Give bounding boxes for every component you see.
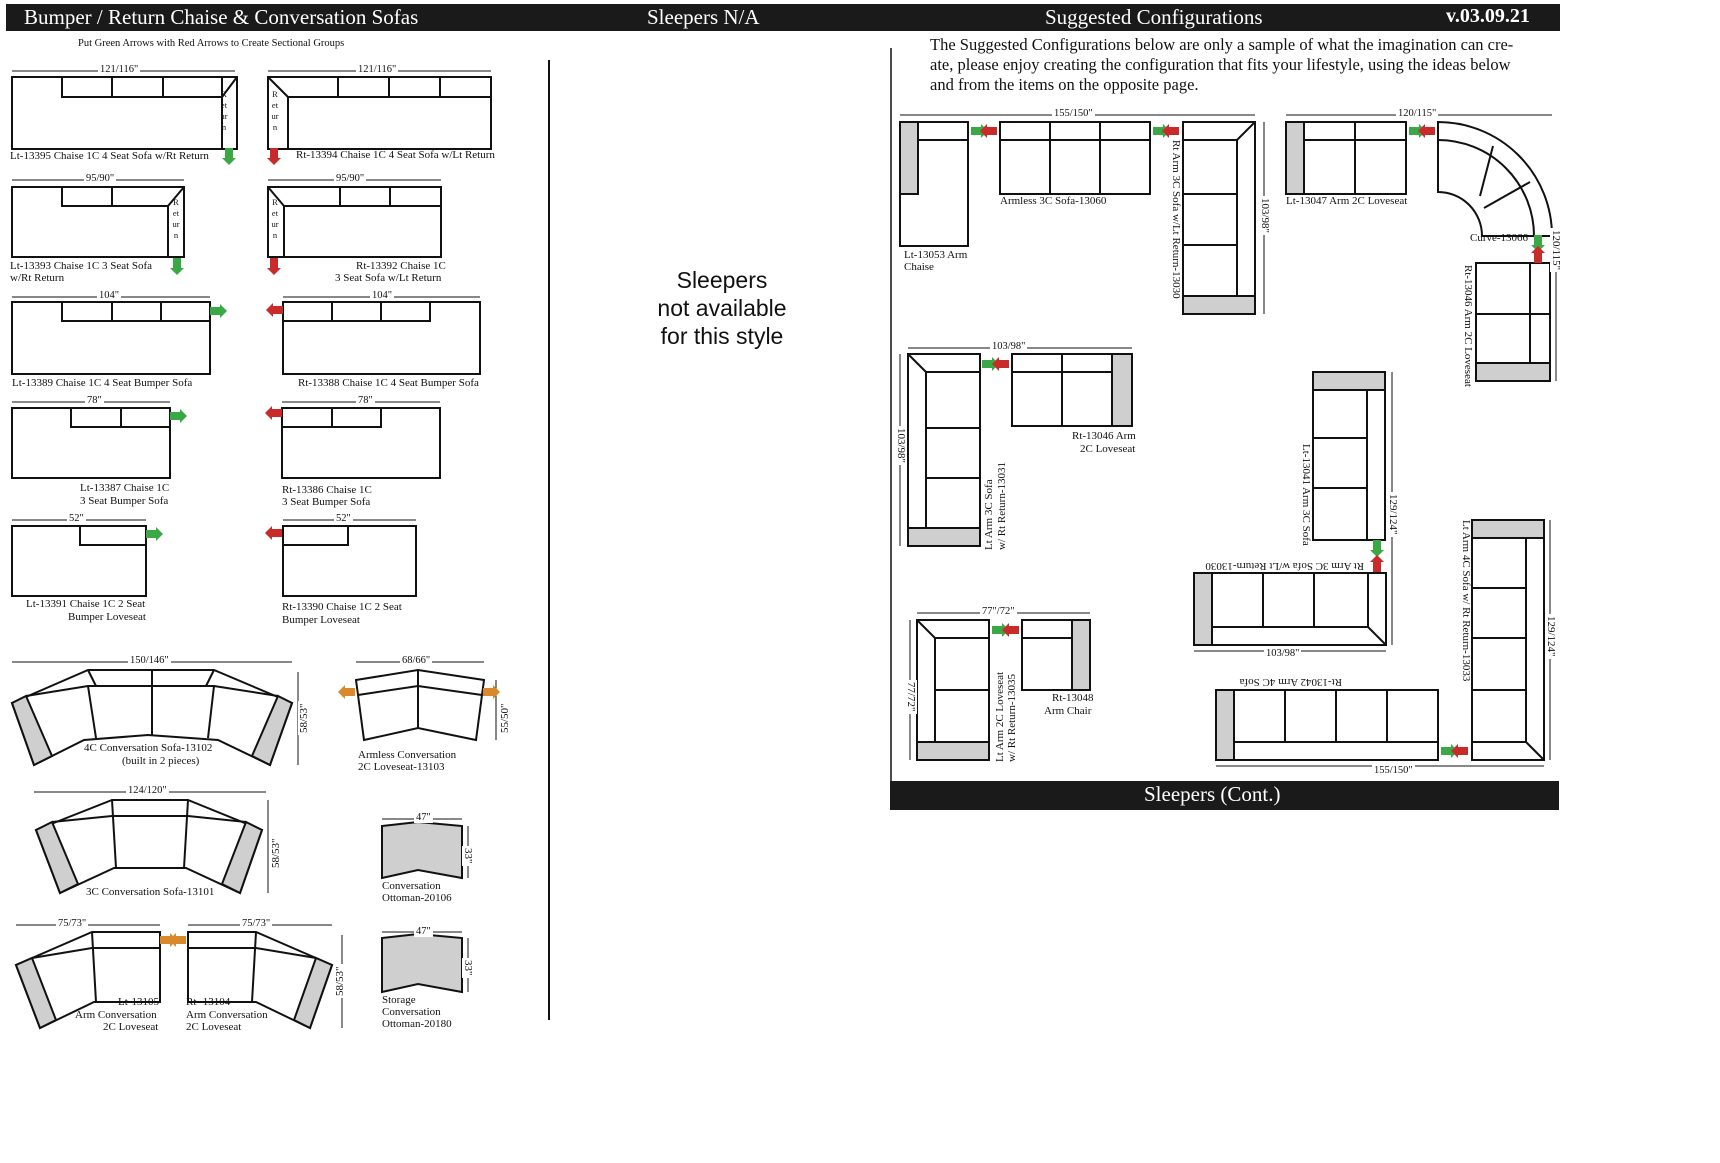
cfg5-depth: 77/72" — [905, 682, 917, 712]
dim-13387: 78" — [87, 395, 102, 406]
cfg1-depth: 103/98" — [1259, 198, 1271, 234]
dim-13386: 78" — [358, 395, 373, 406]
dim-13388: 104" — [372, 290, 393, 301]
label-13101: 3C Conversation Sofa-13101 — [86, 886, 215, 898]
return-text-3: Return — [172, 197, 180, 240]
dim-13102: 150/146" — [130, 655, 169, 666]
label-13103-a: Armless Conversation — [358, 749, 457, 761]
cfg2-depth: 120/115" — [1550, 230, 1562, 271]
instruction-text: Put Green Arrows with Red Arrows to Create Sectional Groups — [78, 38, 345, 49]
dim-13389: 104" — [99, 290, 120, 301]
dim-13391: 52" — [69, 513, 84, 524]
label-13387-b: 3 Seat Bumper Sofa — [80, 495, 169, 507]
depth-20180: 33" — [462, 960, 474, 976]
label-13103-b: 2C Loveseat-13103 — [358, 761, 445, 773]
cfg4-return: Rt Arm 3C Sofa w/Lt Return-13030 — [1205, 560, 1364, 572]
label-13386-a: Rt-13386 Chaise 1C — [282, 484, 372, 496]
middle-title: Sleepers N/A — [647, 5, 760, 29]
depth-20106: 33" — [462, 848, 474, 864]
cfg1-return: Rt Arm 3C Sofa w/Lt Return-13030 — [1170, 140, 1182, 299]
cfg2-rtlove: Rt-13046 Arm 2C Loveseat — [1462, 265, 1474, 387]
cfg3-depth: 103/98" — [895, 428, 907, 464]
label-20180-b: Conversation — [382, 1006, 441, 1018]
cfg4-sofa: Lt-13041 Arm 3C Sofa — [1300, 444, 1312, 546]
cfg3-ret-b: w/ Rt Return-13031 — [996, 462, 1008, 550]
cfg1-sofa: Armless 3C Sofa-13060 — [1000, 195, 1107, 207]
cfg1-chaise-b: Chaise — [904, 261, 934, 273]
label-20106-a: Conversation — [382, 880, 441, 892]
cfg2-curve: Curve-13066 — [1470, 232, 1529, 244]
depth-13103: 55/50" — [499, 703, 511, 733]
cfg5-ret-a: Lt Arm 2C Loveseat — [994, 671, 1006, 762]
dim-13105: 75/73" — [58, 918, 87, 929]
label-13104-b: Arm Conversation — [186, 1009, 268, 1021]
label-20180-a: Storage — [382, 994, 416, 1006]
cfg6-sofa: Rt-13042 Arm 4C Sofa — [1239, 676, 1342, 688]
cfg3-dim: 103/98" — [992, 341, 1026, 352]
cfg1-chaise-a: Lt-13053 Arm — [904, 249, 968, 261]
label-13392-a: Rt-13392 Chaise 1C — [356, 260, 446, 272]
version-label: v.03.09.21 — [1446, 5, 1530, 27]
return-text-4: Return — [271, 197, 279, 240]
label-13391-a: Lt-13391 Chaise 1C 2 Seat — [26, 598, 146, 610]
label-13104-a: Rt -13104 — [186, 996, 231, 1008]
label-13395: Lt-13395 Chaise 1C 4 Seat Sofa w/Rt Return — [10, 150, 209, 162]
label-13390-b: Bumper Loveseat — [282, 614, 360, 626]
cfg2-dim: 120/115" — [1398, 108, 1437, 119]
config-note-1: The Suggested Configurations below are only a sample of what the imagination can cre- — [930, 35, 1514, 54]
label-13102-b: (built in 2 pieces) — [122, 755, 200, 767]
label-13393-a: Lt-13393 Chaise 1C 3 Seat Sofa — [10, 260, 153, 272]
right-title: Suggested Configurations — [1045, 5, 1263, 29]
label-13105-b: Arm Conversation — [75, 1009, 157, 1021]
dim-13101: 124/120" — [128, 785, 167, 796]
return-text-2: Return — [271, 89, 279, 132]
label-13389: Lt-13389 Chaise 1C 4 Seat Bumper Sofa — [12, 377, 193, 389]
label-20106-b: Ottoman-20106 — [382, 892, 452, 904]
label-13104-c: 2C Loveseat — [186, 1021, 242, 1033]
config-note-2: ate, please enjoy creating the configuration that fits your lifestyle, using the ideas below — [930, 55, 1511, 74]
cfg4-depth: 129/124" — [1387, 494, 1399, 535]
label-13391-b: Bumper Loveseat — [68, 611, 146, 623]
cfg3-ret-a: Lt Arm 3C Sofa — [983, 479, 995, 550]
label-13393-b: w/Rt Return — [10, 272, 65, 284]
label-13387-a: Lt-13387 Chaise 1C — [80, 482, 170, 494]
cfg6-return: Lt Arm 4C Sofa w/ Rt Return-13033 — [1460, 520, 1472, 682]
depth-13104: 58/53" — [334, 966, 346, 996]
sleepers-na-line2: not available — [657, 295, 787, 321]
dim-20180: 47" — [416, 926, 431, 937]
config-note-3: and from the items on the opposite page. — [930, 75, 1199, 94]
cfg4-dim: 103/98" — [1266, 648, 1300, 659]
cfg5-dim: 77"/72" — [982, 606, 1015, 617]
sleepers-na-line3: for this style — [660, 323, 784, 349]
depth-13102: 58/53" — [298, 703, 310, 733]
cfg3-love-a: Rt-13046 Arm — [1072, 430, 1136, 442]
cfg2-love: Lt-13047 Arm 2C Loveseat — [1286, 195, 1408, 207]
dim-20106: 47" — [416, 812, 431, 823]
cfg5-chair-a: Rt-13048 — [1052, 692, 1094, 704]
cfg6-depth: 129/124" — [1545, 616, 1557, 657]
label-13392-b: 3 Seat Sofa w/Lt Return — [335, 272, 442, 284]
depth-13101: 58/53" — [270, 838, 282, 868]
label-13388: Rt-13388 Chaise 1C 4 Seat Bumper Sofa — [298, 377, 479, 389]
cfg1-dim: 155/150" — [1054, 108, 1093, 119]
label-13394: Rt-13394 Chaise 1C 4 Seat Sofa w/Lt Return — [296, 149, 495, 161]
left-title: Bumper / Return Chaise & Conversation Sofas — [24, 5, 419, 29]
dim-13103: 68/66" — [402, 655, 431, 666]
footer-title: Sleepers (Cont.) — [1144, 782, 1281, 806]
dim-13104: 75/73" — [242, 918, 271, 929]
return-text-1: Return — [220, 89, 228, 132]
footer-bar — [890, 781, 1559, 810]
sleepers-na-line1: Sleepers — [676, 267, 768, 293]
dim-13390: 52" — [336, 513, 351, 524]
label-13390-a: Rt-13390 Chaise 1C 2 Seat — [282, 601, 402, 613]
cfg5-chair-b: Arm Chair — [1044, 705, 1092, 717]
cfg5-ret-b: w/ Rt Return-13035 — [1006, 674, 1018, 762]
cfg6-dim: 155/150" — [1374, 765, 1413, 776]
dim-13393: 95/90" — [86, 173, 115, 184]
dim-13394: 121/116" — [358, 64, 397, 75]
label-13386-b: 3 Seat Bumper Sofa — [282, 496, 371, 508]
label-13105-a: Lt-13105 — [118, 996, 159, 1008]
dim-13395: 121/116" — [100, 64, 139, 75]
label-13105-c: 2C Loveseat — [103, 1021, 159, 1033]
dim-13392: 95/90" — [336, 173, 365, 184]
cfg3-love-b: 2C Loveseat — [1080, 443, 1136, 455]
label-20180-c: Ottoman-20180 — [382, 1018, 452, 1030]
label-13102-a: 4C Conversation Sofa-13102 — [84, 742, 213, 754]
